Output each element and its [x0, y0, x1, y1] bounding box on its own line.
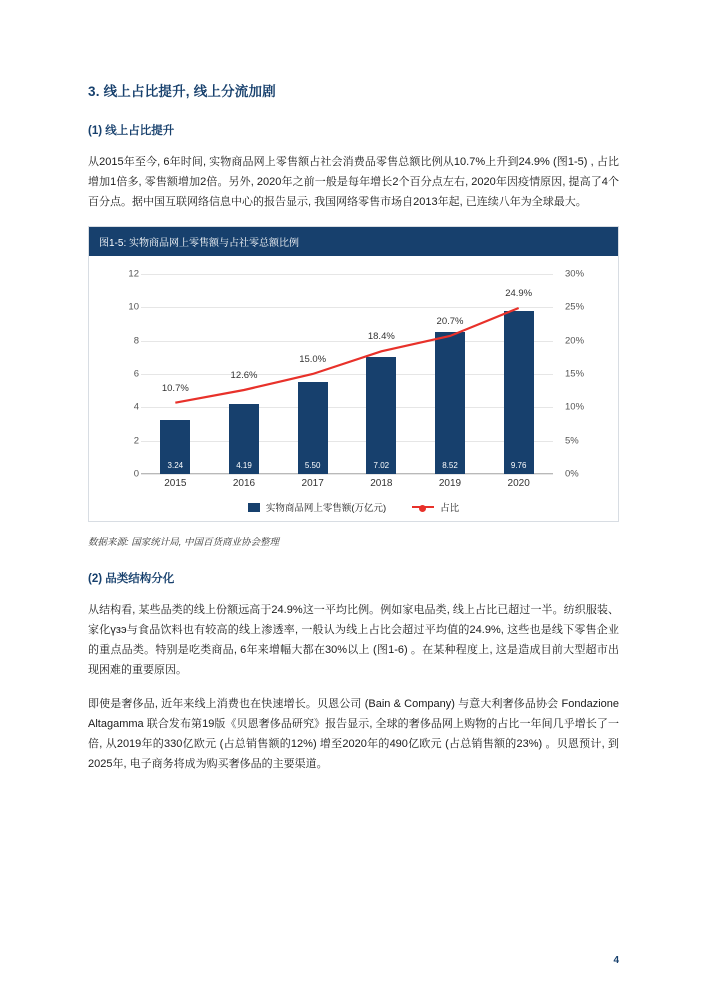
- line-value-label: 12.6%: [230, 370, 258, 382]
- source-note: 数据来源: 国家统计局, 中国百货商业协会整理: [88, 537, 280, 549]
- legend-item-bars: [248, 500, 386, 514]
- y-tick-right: 25%: [565, 301, 585, 313]
- bar-value-label: 7.02: [373, 461, 390, 471]
- gridline: [141, 474, 553, 475]
- line-value-label: 10.7%: [161, 382, 189, 394]
- line-value-label: 18.4%: [367, 331, 395, 343]
- x-tick-label: 2016: [232, 478, 256, 490]
- y-tick-left: 6: [133, 368, 139, 380]
- x-tick-label: 2019: [438, 478, 462, 490]
- y-tick-right: 0%: [565, 468, 579, 480]
- paragraph-2: 从结构看, 某些品类的线上份额远高于24.9%这一平均比例。例如家电品类, 线上占比已超过一半。纺织服装、家化үзэ与食品饮料也有较高的线上渗透率, 一般认为线上占比会超过平均值的24.9%, 这些也是线下零售企业的重点品类。特别是吃类商品, 6年来增幅大都在30%以上 (图1-6) 。在某种程度上, 这是造成目前大型超市出现困难的重要原因。: [88, 604, 619, 677]
- line-value-label: 20.7%: [436, 316, 464, 328]
- bar-value-label: 9.76: [510, 461, 527, 471]
- y-tick-left: 10: [128, 301, 139, 313]
- chart-body: [89, 256, 618, 521]
- x-tick-label: 2018: [370, 478, 393, 490]
- chart-legend: [89, 500, 618, 514]
- y-tick-left: 8: [133, 335, 139, 347]
- x-tick-label: 2017: [301, 478, 324, 490]
- legend-item-line: [412, 500, 459, 514]
- subsection-title-2: (2) 品类结构分化: [88, 573, 175, 586]
- y-tick-left: 4: [133, 401, 139, 413]
- y-tick-right: 10%: [565, 401, 585, 413]
- bar-value-label: 8.52: [442, 461, 458, 471]
- legend-label-bars: 实物商品网上零售额(万亿元): [265, 503, 387, 515]
- y-axis-right: [559, 268, 601, 480]
- y-axis-left: [97, 268, 139, 480]
- page-number: 4: [613, 955, 619, 966]
- subsection-title-1: (1) 线上占比提升: [88, 125, 175, 137]
- x-tick-label: 2015: [164, 478, 187, 490]
- legend-label-line: 占比: [440, 503, 460, 515]
- paragraph-3: 即使是奢侈品, 近年来线上消费也在快速增长。贝恩公司 (Bain & Company) 与意大利奢侈品协会 Fondazione Altagamma 联合发布第19版《贝恩奢侈品研究》报告显示, 全球的奢侈品网上购物的占比一年间几乎增长了一倍, 从2019年的330亿欧元 (占总销售额的12%) 增至2020年的490亿欧元 (占总销售额的23%) 。贝恩预计, 到2025年, 电子商务将成为购买奢侈品的主要渠道。: [88, 698, 619, 771]
- bar-value-label: 3.24: [167, 461, 184, 471]
- legend-line-swatch-icon: [412, 506, 434, 508]
- legend-bar-swatch-icon: [248, 503, 260, 512]
- paragraph-1: 从2015年至今, 6年时间, 实物商品网上零售额占社会消费品零售总额比例从10.7%上升到24.9% (图1-5) , 占比增加1倍多, 零售额增加2倍。另外, 2020年之前一般是每年增长2个百分点左右, 2020年因疫情原因, 提高了4个百分点。据中国互联网络信息中心的报告显示, 我国网络零售市场自2013年起, 已连续八年为全球最大。: [88, 156, 619, 209]
- y-tick-right: 20%: [565, 335, 585, 347]
- x-axis-labels: [141, 478, 553, 496]
- plot-area: [141, 274, 553, 474]
- y-tick-left: 0: [133, 468, 139, 480]
- y-tick-right: 15%: [565, 368, 585, 380]
- y-tick-left: 12: [128, 268, 139, 280]
- x-tick-label: 2020: [507, 478, 530, 490]
- bar-value-label: 4.19: [236, 461, 252, 471]
- line-series: [141, 274, 553, 474]
- line-value-label: 24.9%: [505, 288, 533, 300]
- y-tick-right: 5%: [565, 435, 579, 447]
- y-tick-right: 30%: [565, 268, 585, 280]
- chart-title: 图1-5: 实物商品网上零售额与占社零总额比例: [89, 227, 618, 256]
- bar-value-label: 5.50: [304, 461, 321, 471]
- line-value-label: 15.0%: [299, 354, 327, 366]
- section-title: 3. 线上占比提升, 线上分流加剧: [88, 84, 276, 99]
- y-tick-left: 2: [133, 435, 139, 447]
- chart-card: [88, 226, 619, 522]
